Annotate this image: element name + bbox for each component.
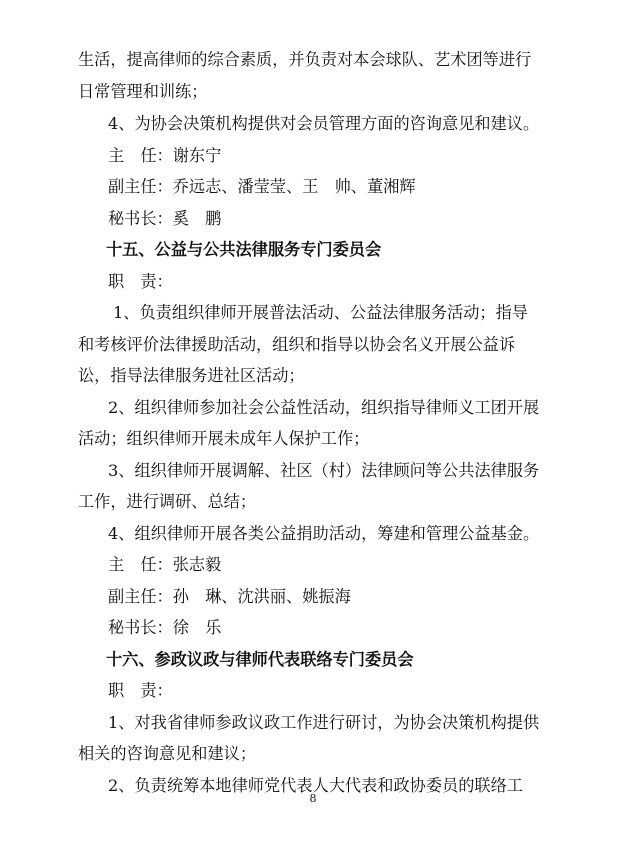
duties-label: 职 责： bbox=[108, 272, 173, 291]
section-heading: 十五、公益与公共法律服务专门委员会 bbox=[106, 240, 382, 259]
section-heading: 十六、参政议政与律师代表联络专门委员会 bbox=[106, 650, 414, 669]
deputy-director-line: 副主任：乔远志、潘莹莹、王 帅、董湘辉 bbox=[108, 177, 416, 196]
body-text-line: 生活，提高律师的综合素质，并负责对本会球队、艺术团等进行 bbox=[78, 50, 532, 69]
body-text-line: 相关的咨询意见和建议； bbox=[78, 744, 257, 763]
director-line: 主 任：张志毅 bbox=[108, 555, 222, 574]
duty-item: 4、组织律师开展各类公益捐助活动，筹建和管理公益基金。 bbox=[108, 524, 540, 543]
deputy-director-line: 副主任：孙 琳、沈洪丽、姚振海 bbox=[108, 587, 351, 606]
duties-label: 职 责： bbox=[108, 681, 173, 700]
duty-item: 3、组织律师开展调解、社区（村）法律顾问等公共法律服务 bbox=[108, 461, 540, 480]
body-text-line: 工作，进行调研、总结； bbox=[78, 492, 257, 511]
duty-item: 2、负责统筹本地律师党代表人大代表和政协委员的联络工 bbox=[108, 776, 523, 795]
duty-item: 1、负责组织律师开展普法活动、公益法律服务活动；指导 bbox=[113, 303, 528, 322]
duty-item: 4、为协会决策机构提供对会员管理方面的咨询意见和建议。 bbox=[108, 114, 540, 133]
secretary-line: 秘书长：徐 乐 bbox=[108, 618, 222, 637]
duty-item: 1、对我省律师参政议政工作进行研讨，为协会决策机构提供 bbox=[108, 713, 540, 732]
secretary-line: 秘书长：奚 鹏 bbox=[108, 209, 222, 228]
body-text-line: 活动；组织律师开展未成年人保护工作； bbox=[78, 429, 370, 448]
body-text-line: 日常管理和训练； bbox=[78, 82, 208, 101]
body-text-line: 讼，指导法律服务进社区活动； bbox=[78, 366, 305, 385]
director-line: 主 任：谢东宁 bbox=[108, 146, 222, 165]
page-number: 8 bbox=[309, 792, 317, 805]
duty-item: 2、组织律师参加社会公益性活动，组织指导律师义工团开展 bbox=[108, 398, 540, 417]
body-text-line: 和考核评价法律援助活动，组织和指导以协会名义开展公益诉 bbox=[78, 335, 516, 354]
